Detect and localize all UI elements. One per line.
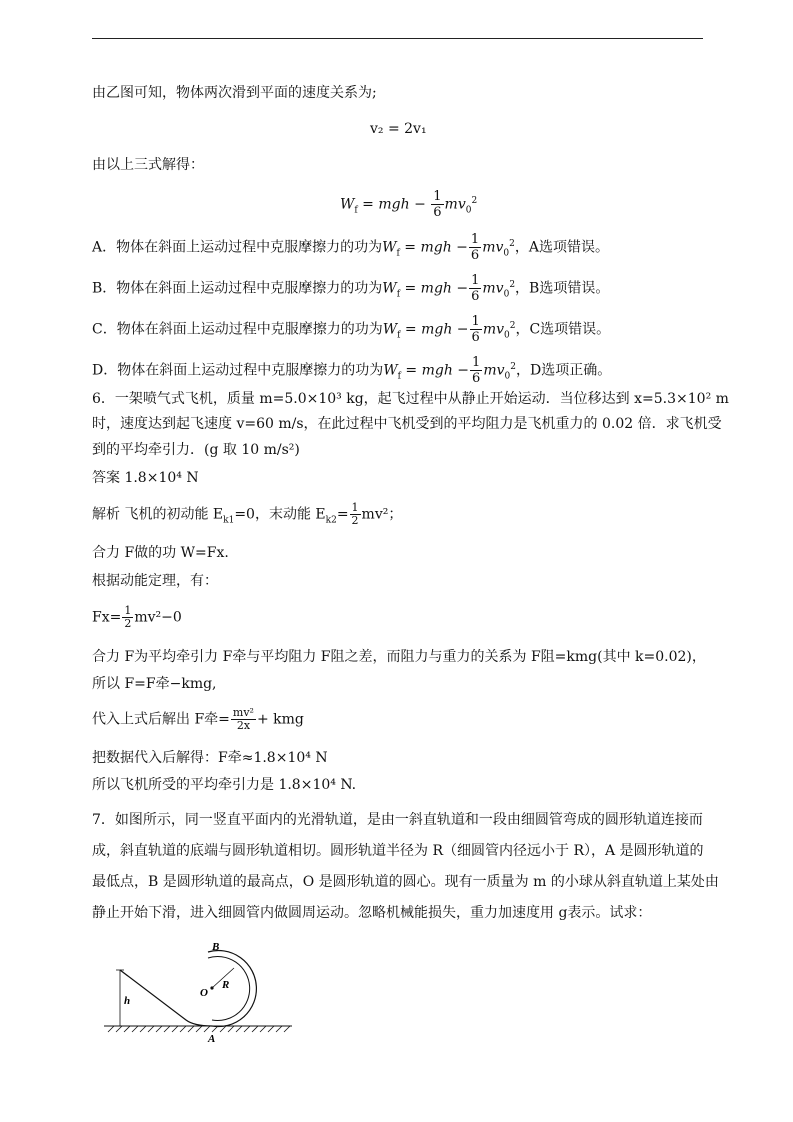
analysis-line-9: 所以飞机所受的平均牵引力是 1.8×10⁴ N. [92, 777, 357, 793]
analysis-line-4: Fx= $\frac{1}{2}$ mv²−0 [92, 604, 182, 630]
option-c: C．物体在斜面上运动过程中克服摩擦力的功为$W_f$ = mgh − $\frac{1}{6}$ $mv_0^2$，C选项错误。 [92, 314, 611, 345]
question-7-line-3: 最低点，B 是圆形轨道的最高点，O 是圆形轨道的圆心。现有一质量为 m 的小球从斜直轨道上某处由 [92, 874, 719, 890]
text-line-1: 由乙图可知，物体两次滑到平面的速度关系为; [92, 85, 377, 101]
question-7-line-4: 静止开始下滑，进入细圆管内做圆周运动。忽略机械能损失，重力加速度用 g表示。试求： [92, 905, 652, 921]
analysis-line-7: 代入上式后解出 F牵= $\frac{\text{mv²}}{2x}$ + kmg [92, 706, 304, 732]
track-figure [100, 938, 300, 1054]
analysis-line-5: 合力 F为平均牵引力 F牵与平均阻力 F阻之差，而阻力与重力的关系为 F阻=kmg(其中 k=0.02)， [92, 649, 706, 665]
option-b: B．物体在斜面上运动过程中克服摩擦力的功为$W_f$ = mgh − $\frac{1}{6}$ $mv_0^2$，B选项错误。 [92, 273, 610, 304]
analysis-line-8: 把数据代入后解得：F牵≈1.8×10⁴ N [92, 750, 328, 766]
option-d: D．物体在斜面上运动过程中克服摩擦力的功为$W_f$ = mgh − $\frac{1}{6}$ $mv_0^2$，D选项正确。 [92, 355, 612, 386]
label-a: A [208, 1033, 216, 1045]
option-a: A．物体在斜面上运动过程中克服摩擦力的功为$W_f$ = mgh − $\frac{1}{6}$ $mv_0^2$，A选项错误。 [92, 232, 609, 263]
equation-work: $W_f$ = mgh − $\frac{1}{6}$ $mv_0^2$ [340, 189, 478, 220]
question-6-line-3: 到的平均牵引力．(g 取 10 m/s²) [92, 442, 300, 458]
question-6-line-2: 时，速度达到起飞速度 v=60 m/s，在此过程中飞机受到的平均阻力是飞机重力的 0.02 倍．求飞机受 [92, 416, 722, 432]
label-r: R [222, 979, 230, 991]
label-b: B [212, 941, 220, 953]
analysis-line-2: 合力 F做的功 W=Fx. [92, 545, 229, 561]
label-h: h [124, 995, 131, 1007]
text-line-2: 由以上三式解得： [92, 157, 204, 173]
question-6-line-1: 6．一架喷气式飞机，质量 m=5.0×10³ kg，起飞过程中从静止开始运动．当位移达到 x=5.3×10² m [92, 391, 729, 407]
equation-velocity: v₂ = 2v₁ [370, 121, 427, 137]
analysis-line-3: 根据动能定理，有： [92, 573, 218, 589]
analysis-line-1: 解析 飞机的初动能 $E_{k1}=0$，末动能 $E_{k2}=$ $\frac{1}{2}$ mv²； [92, 501, 403, 527]
analysis-line-6: 所以 F=F牵−kmg, [92, 676, 217, 692]
label-o: O [200, 987, 208, 999]
header-rule [92, 38, 703, 39]
question-7-line-2: 成，斜直轨道的底端与圆形轨道相切。圆形轨道半径为 R（细圆管内径远小于 R），A 是圆形轨道的 [92, 843, 704, 859]
answer-6: 答案 1.8×10⁴ N [92, 470, 199, 486]
question-7-line-1: 7．如图所示，同一竖直平面内的光滑轨道，是由一斜直轨道和一段由细圆管弯成的圆形轨道连接而 [92, 812, 703, 828]
